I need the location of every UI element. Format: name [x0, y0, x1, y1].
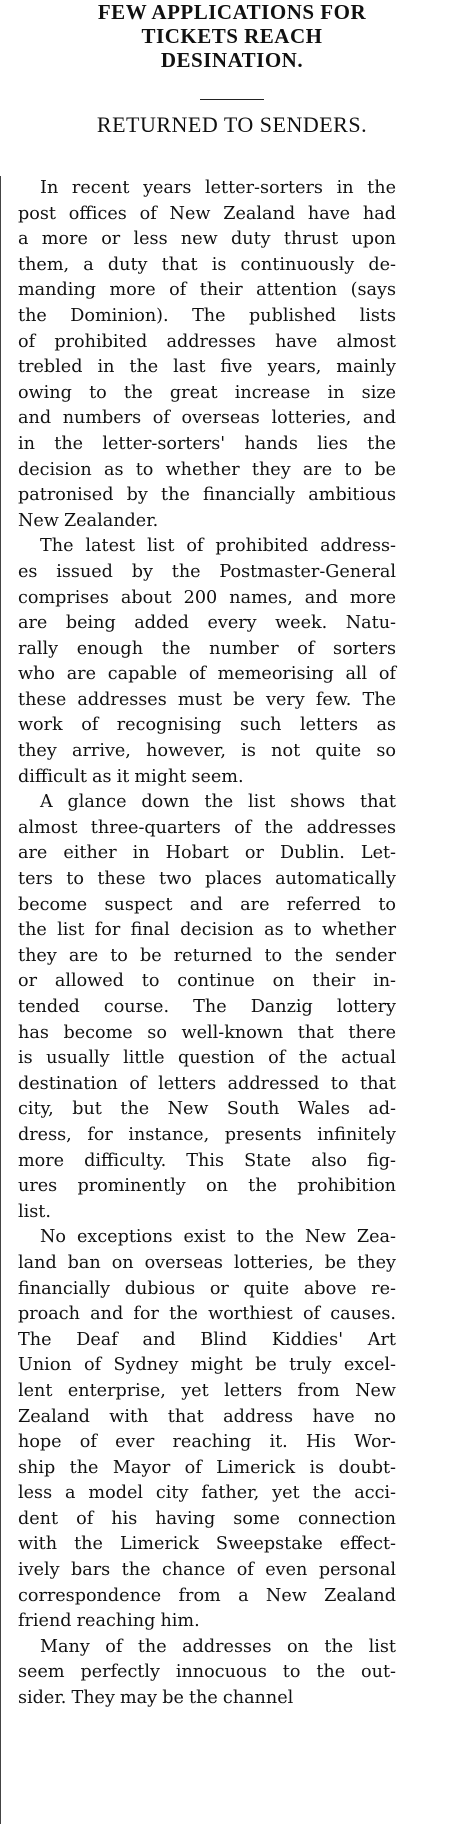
article-line: In recent years letter-sorters in the — [40, 178, 396, 198]
article-line: New Zealander. — [18, 510, 159, 531]
article-line: ures prominently on the prohibition — [18, 1176, 396, 1197]
article-body — [18, 176, 396, 1712]
article-line: ters to these two places automatically — [18, 869, 396, 890]
article-line: difficult as it might seem. — [18, 766, 244, 787]
article-line: sider. They may be the channel — [18, 1688, 294, 1709]
headline-line: TICKETS REACH — [141, 24, 323, 48]
article-line: No exceptions exist to the New Zea- — [40, 1227, 396, 1248]
headline-line: FEW APPLICATIONS FOR — [97, 0, 367, 24]
article-line: with the Limerick Sweepstake effect- — [18, 1534, 396, 1555]
article-line: A glance down the list shows that — [40, 792, 396, 813]
article-line: manding more of their attention (says — [18, 280, 396, 301]
article-line: has become so well-known that there — [18, 1022, 396, 1043]
article-line: city, but the New South Wales ad- — [18, 1099, 396, 1120]
article-line: dress, for instance, presents infinitely — [18, 1124, 396, 1145]
article-line: list. — [18, 1201, 51, 1222]
article-line: post offices of New Zealand have had — [18, 203, 396, 224]
article-line: ship the Mayor of Limerick is doubt- — [18, 1457, 396, 1478]
article-line: of prohibited addresses have almost — [18, 331, 396, 352]
headline-line: DESINATION. — [160, 48, 304, 72]
article-line: and numbers of overseas lotteries, and — [18, 408, 396, 429]
article-line: Union of Sydney might be truly excel- — [18, 1355, 396, 1376]
headline — [0, 0, 464, 72]
article-line: is usually little question of the actual — [18, 1048, 396, 1069]
article-line: these addresses must be very few. The — [18, 689, 396, 710]
article-line: almost three-quarters of the addresses — [18, 817, 396, 838]
article-line: in the letter-sorters' hands lies the — [18, 433, 396, 454]
article-line: are either in Hobart or Dublin. Let- — [18, 843, 396, 864]
article-line: them, a duty that is continuously de- — [18, 254, 396, 275]
article-line: less a model city father, yet the acci- — [18, 1483, 396, 1504]
article-line: who are capable of memeorising all of — [18, 664, 396, 685]
article-line: are being added every week. Natu- — [18, 613, 396, 634]
article-line: financially dubious or quite above re- — [18, 1278, 396, 1299]
article-line: more difficulty. This State also fig- — [18, 1150, 396, 1171]
article-line: become suspect and are referred to — [18, 894, 396, 915]
article-line: work of recognising such letters as — [18, 715, 396, 736]
article-line: rally enough the number of sorters — [18, 638, 396, 659]
column-rule — [0, 176, 1, 1824]
article-line: they arrive, however, is not quite so — [18, 741, 396, 762]
article-line: trebled in the last five years, mainly — [18, 357, 396, 378]
article-line: lent enterprise, yet letters from New — [18, 1380, 396, 1401]
article-line: hope of ever reaching it. His Wor- — [18, 1432, 396, 1453]
headline-divider — [200, 99, 264, 100]
article-line: the list for final decision as to whether — [18, 920, 396, 941]
article-line: tended course. The Danzig lottery — [18, 997, 396, 1017]
article-line: owing to the great increase in size — [18, 382, 396, 403]
article-line: The Deaf and Blind Kiddies' Art — [18, 1329, 396, 1350]
article-line: or allowed to continue on their in- — [18, 971, 396, 992]
article-line: correspondence from a New Zealand — [18, 1585, 396, 1606]
article-line: destination of letters addressed to that — [18, 1073, 396, 1094]
article-line: land ban on overseas lotteries, be they — [18, 1252, 396, 1273]
article-line: dent of his having some connection — [18, 1508, 396, 1529]
article-line: ively bars the chance of even personal — [18, 1560, 396, 1581]
article-line: friend reaching him. — [18, 1611, 200, 1632]
article-line: a more or less new duty thrust upon — [18, 229, 396, 250]
subheadline: RETURNED TO SENDERS. — [96, 112, 368, 137]
article-line: es issued by the Postmaster-General — [18, 561, 396, 582]
article-line: the Dominion). The published lists — [18, 305, 396, 326]
article-line: seem perfectly innocuous to the out- — [18, 1662, 396, 1683]
article-line: decision as to whether they are to be — [18, 459, 396, 480]
article-line: Many of the addresses on the list — [40, 1636, 396, 1657]
article-line: they are to be returned to the sender — [18, 945, 396, 966]
article-line: comprises about 200 names, and more — [18, 587, 396, 608]
article-line: The latest list of prohibited address- — [40, 536, 396, 557]
article-line: Zealand with that address have no — [18, 1406, 396, 1427]
article-line: patronised by the financially ambitious — [18, 485, 396, 506]
article-line: proach and for the worthiest of causes. — [18, 1304, 396, 1325]
